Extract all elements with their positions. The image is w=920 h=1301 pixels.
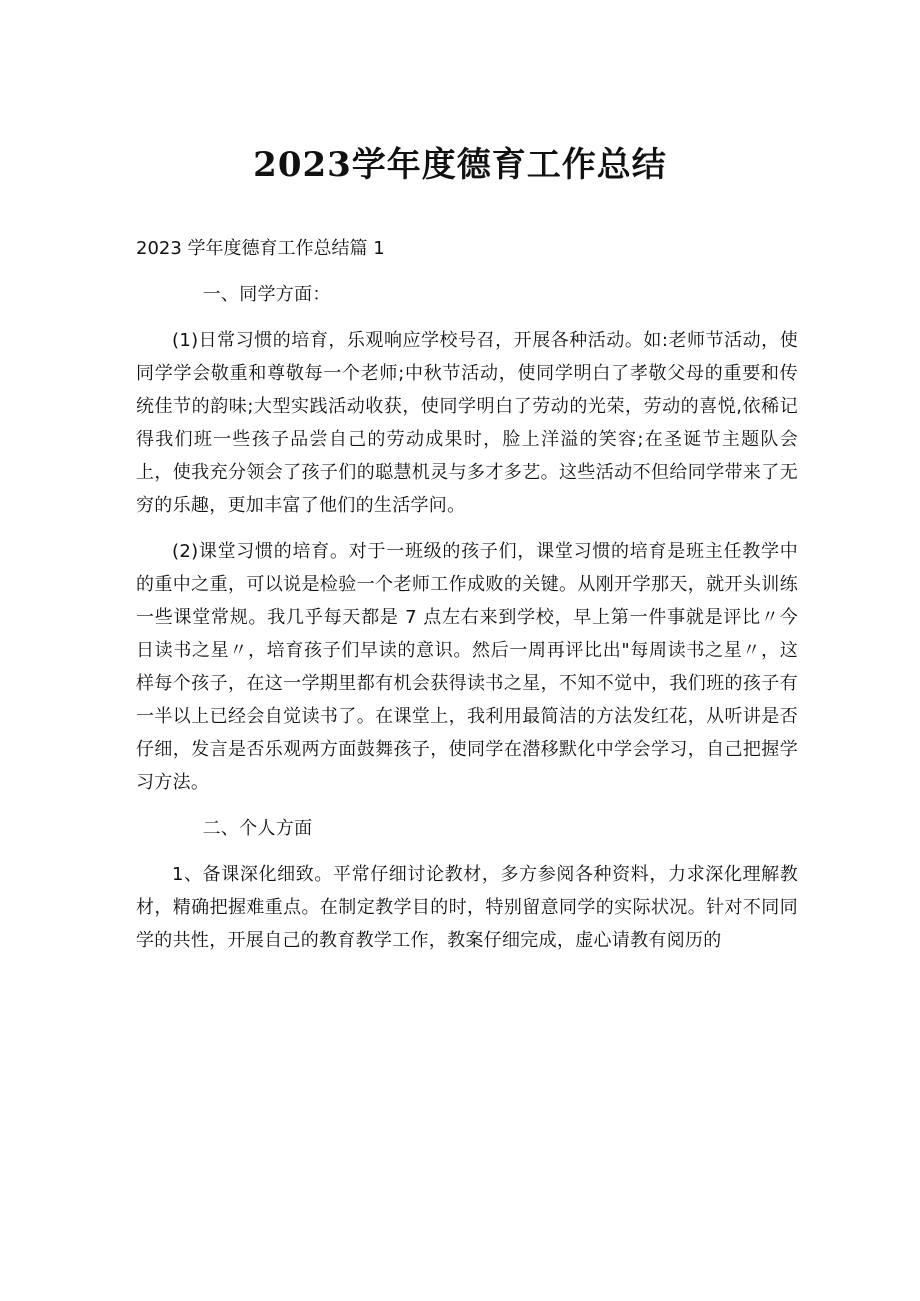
section-heading-students: 一、同学方面： <box>202 284 331 305</box>
document-subtitle: 2023 学年度德育工作总结篇 1 <box>136 238 385 259</box>
document-title: 2023学年度德育工作总结 <box>253 145 667 185</box>
document-body <box>136 278 798 970</box>
section-heading-personal: 二、个人方面 <box>202 818 313 839</box>
paragraph-classroom-habits: (2)课堂习惯的培育。对于一班级的孩子们，课堂习惯的培育是班主任教学中的重中之重，可以说是检验一个老师工作成败的关键。从刚开学那天，就开头训练一些课堂常规。我几乎每天都是 7 点左右来到学校，早上第一件事就是评比〃今日读书之星〃，培育孩子们早读的意识。然后一周再评比出"每周读书之星〃，这样每个孩子，在这一学期里都有机会获得读书之星，不知不觉中，我们班的孩子有一半以上已经会自觉读书了。在课堂上，我利用最简洁的方法发红花，从听讲是否仔细，发言是否乐观两方面鼓舞孩子，使同学在潜移默化中学会学习，自己把握学习方法。 <box>136 541 798 793</box>
paragraph-daily-habits: (1)日常习惯的培育，乐观响应学校号召，开展各种活动。如:老师节活动，使同学学会敬重和尊敬每一个老师;中秋节活动，使同学明白了孝敬父母的重要和传统佳节的韵味;大型实践活动收获，使同学明白了劳动的光荣，劳动的喜悦,依稀记得我们班一些孩子品尝自己的劳动成果时，脸上洋溢的笑容;在圣诞节主题队会上，使我充分领会了孩子们的聪慧机灵与多才多艺。这些活动不但给同学带来了无穷的乐趣，更加丰富了他们的生活学问。 <box>136 330 798 516</box>
paragraph-lesson-preparation: 1、备课深化细致。平常仔细讨论教材，多方参阅各种资料，力求深化理解教材，精确把握难重点。在制定教学目的时，特别留意同学的实际状况。针对不同同学的共性，开展自己的教育教学工作，教案仔细完成，虚心请教有阅历的 <box>136 864 798 951</box>
